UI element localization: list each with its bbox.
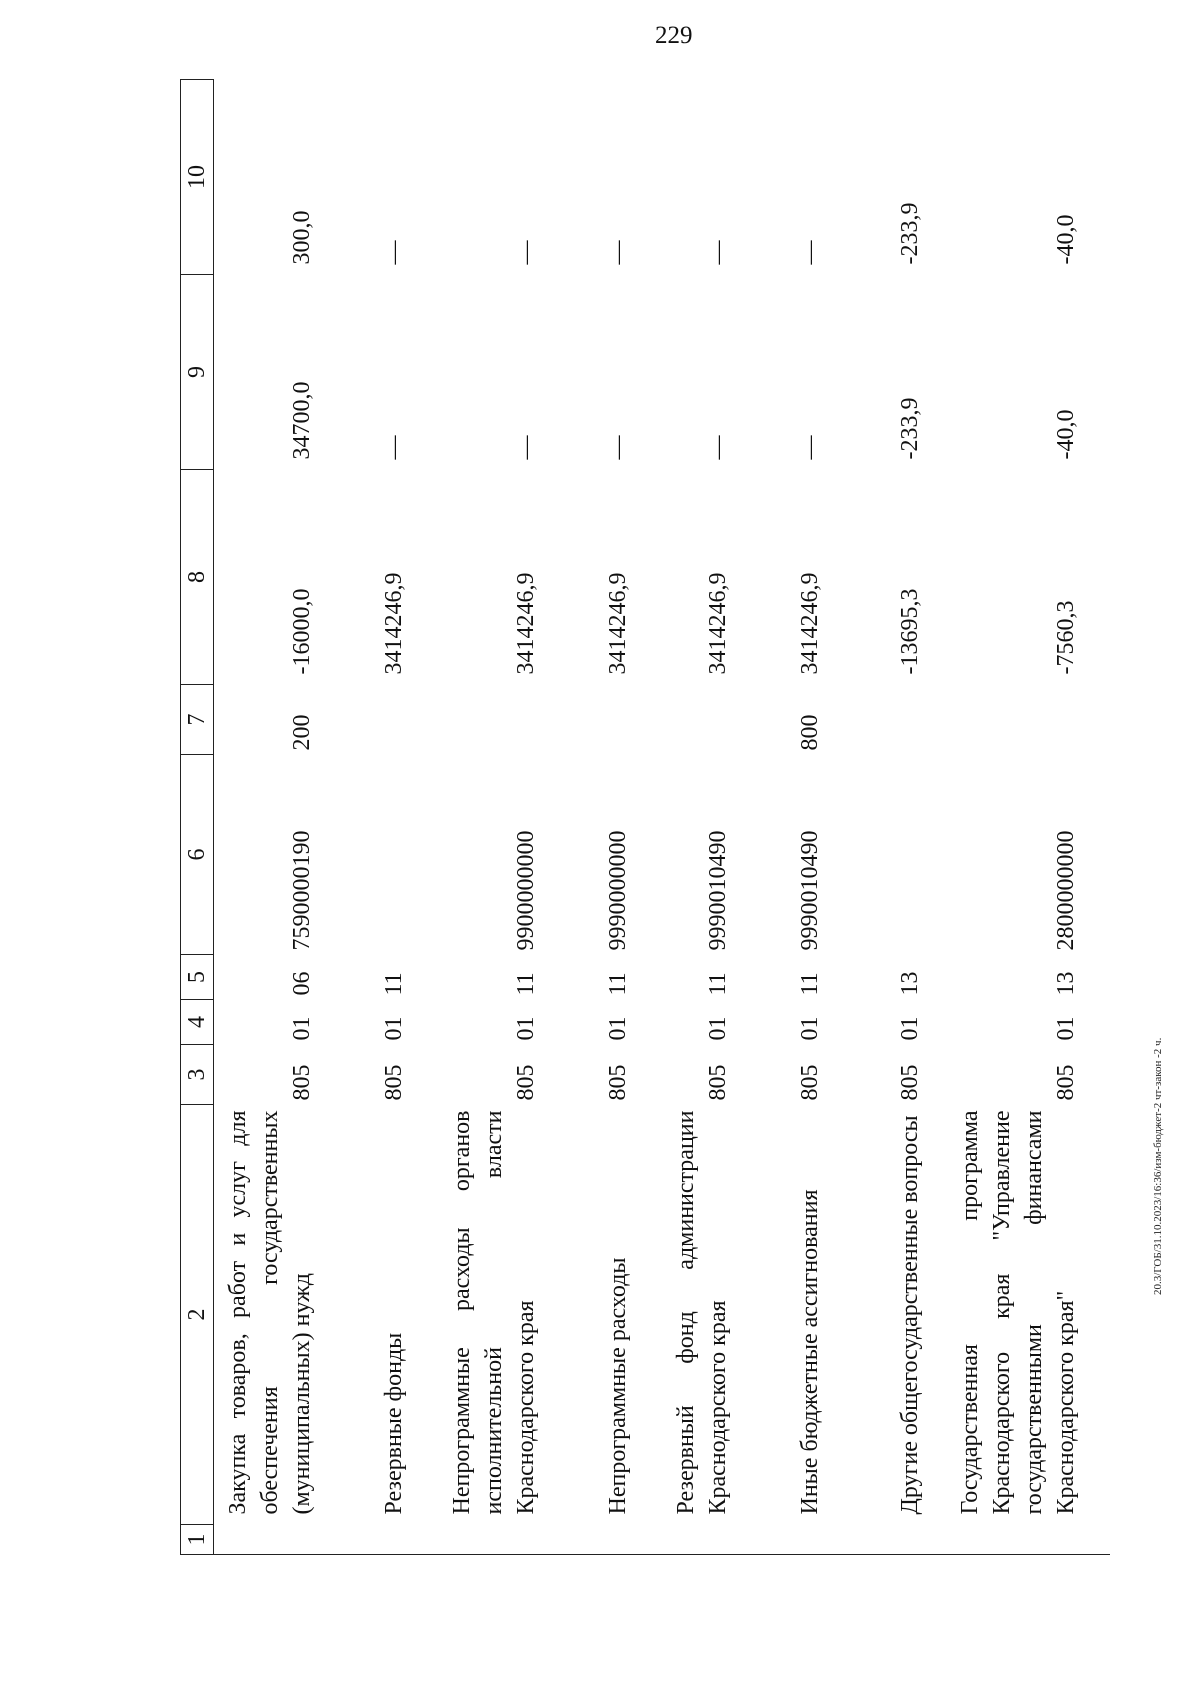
cell-amount-2-text: — (380, 435, 407, 460)
cell-ved (854, 1045, 954, 1105)
cell-subsection (762, 955, 854, 1000)
cell-ved-text: 805 (1052, 1064, 1079, 1101)
row-description-text: Резервные фонды (380, 1332, 407, 1515)
cell-amount-1 (438, 470, 570, 685)
column-header: 1 (181, 1525, 214, 1555)
row-description-text: Непрограммные расходы органов исполнительной власти Краснодарского края (448, 1110, 539, 1515)
cell-ved (438, 1045, 570, 1105)
row-number-cell (438, 1525, 570, 1555)
cell-ved-text: 805 (288, 1064, 315, 1101)
cell-amount-2 (438, 275, 570, 470)
cell-amount-2 (954, 275, 1110, 470)
cell-amount-3-text: -40,0 (1052, 214, 1079, 265)
column-header: 9 (181, 275, 214, 470)
cell-target-article (346, 755, 438, 955)
cell-expense-type (854, 685, 954, 755)
cell-amount-1-text: 3414246,9 (380, 572, 407, 675)
page-number: 229 (655, 22, 693, 49)
row-description (662, 1105, 762, 1525)
cell-expense-type (214, 685, 346, 755)
cell-section-text: 01 (380, 1016, 407, 1041)
cell-subsection (854, 955, 954, 1000)
cell-amount-3 (570, 80, 662, 275)
cell-amount-3 (662, 80, 762, 275)
cell-amount-2 (762, 275, 854, 470)
column-header: 8 (181, 470, 214, 685)
cell-section-text: 01 (1052, 1016, 1079, 1041)
cell-target-article (570, 755, 662, 955)
cell-amount-1 (570, 470, 662, 685)
cell-amount-3 (214, 80, 346, 275)
cell-amount-3 (438, 80, 570, 275)
row-number-cell (346, 1525, 438, 1555)
row-description-text: Другие общегосударственные вопросы (896, 1115, 923, 1515)
row-description (954, 1105, 1110, 1525)
table-header-row (181, 80, 214, 1555)
cell-ved (662, 1045, 762, 1105)
cell-target-article (762, 755, 854, 955)
table-row (438, 80, 570, 1555)
cell-subsection (346, 955, 438, 1000)
row-number-cell (854, 1525, 954, 1555)
cell-expense-type (762, 685, 854, 755)
cell-ved-text: 805 (512, 1064, 539, 1101)
cell-section (346, 1000, 438, 1045)
cell-ved (346, 1045, 438, 1105)
cell-target-article-text: 7590000190 (288, 830, 315, 951)
cell-subsection-text: 11 (796, 972, 823, 996)
cell-amount-1 (346, 470, 438, 685)
table-row (346, 80, 438, 1555)
cell-target-article-text: 9990010490 (796, 830, 823, 951)
cell-amount-2-text: 34700,0 (288, 381, 315, 460)
cell-amount-1-text: 3414246,9 (796, 572, 823, 675)
cell-section (854, 1000, 954, 1045)
cell-subsection (438, 955, 570, 1000)
cell-subsection-text: 11 (380, 972, 407, 996)
cell-target-article (854, 755, 954, 955)
row-description-text: Государственная программа Краснодарского края "Управление государственными финансами Краснодарского края" (956, 1110, 1079, 1515)
cell-section-text: 01 (288, 1016, 315, 1041)
cell-subsection-text: 13 (1052, 971, 1079, 996)
cell-amount-3 (346, 80, 438, 275)
row-description-text: Закупка товаров, работ и услуг для обеспечения государственных (муниципальных) нужд (224, 1110, 315, 1515)
cell-amount-2 (662, 275, 762, 470)
cell-target-article-text: 9990000000 (604, 830, 631, 951)
row-number-cell (214, 1525, 346, 1555)
cell-amount-3-text: — (380, 240, 407, 265)
cell-amount-1 (954, 470, 1110, 685)
cell-expense-type (662, 685, 762, 755)
cell-section-text: 01 (796, 1016, 823, 1041)
cell-section (214, 1000, 346, 1045)
table-row (762, 80, 854, 1555)
row-description (762, 1105, 854, 1525)
cell-subsection (214, 955, 346, 1000)
cell-target-article (662, 755, 762, 955)
cell-amount-3-text: — (604, 240, 631, 265)
cell-expense-type (438, 685, 570, 755)
table-row (662, 80, 762, 1555)
cell-amount-1 (762, 470, 854, 685)
table-row (954, 80, 1110, 1555)
row-description (438, 1105, 570, 1525)
cell-target-article (954, 755, 1110, 955)
cell-amount-1-text: 3414246,9 (704, 572, 731, 675)
budget-table (180, 79, 1110, 1555)
cell-amount-2-text: — (512, 435, 539, 460)
cell-ved (954, 1045, 1110, 1105)
row-description (854, 1105, 954, 1525)
row-description (570, 1105, 662, 1525)
cell-subsection-text: 11 (512, 972, 539, 996)
cell-amount-2 (214, 275, 346, 470)
column-header: 3 (181, 1045, 214, 1105)
rotated-table-container (180, 80, 1079, 1555)
cell-amount-2-text: — (796, 435, 823, 460)
cell-section (662, 1000, 762, 1045)
cell-amount-3-text: -233,9 (896, 202, 923, 265)
cell-section-text: 01 (896, 1016, 923, 1041)
cell-subsection-text: 06 (288, 971, 315, 996)
cell-amount-2-text: — (704, 435, 731, 460)
cell-amount-3 (854, 80, 954, 275)
cell-subsection-text: 11 (604, 972, 631, 996)
cell-amount-2 (854, 275, 954, 470)
cell-target-article (438, 755, 570, 955)
table-row (214, 80, 346, 1555)
cell-expense-type (346, 685, 438, 755)
cell-ved-text: 805 (380, 1064, 407, 1101)
cell-amount-2-text: — (604, 435, 631, 460)
column-header: 10 (181, 80, 214, 275)
cell-amount-2 (346, 275, 438, 470)
column-header: 7 (181, 685, 214, 755)
cell-amount-1 (214, 470, 346, 685)
cell-expense-type-text: 200 (288, 714, 315, 751)
document-footer-code: 20.3/ГОБ/31.10.2023/16:36/изм-бюджет-2 чт-закон -2 ч. (1152, 1037, 1164, 1295)
column-header: 4 (181, 1000, 214, 1045)
table-row (854, 80, 954, 1555)
cell-amount-3-text: — (512, 240, 539, 265)
row-number-cell (662, 1525, 762, 1555)
cell-ved (214, 1045, 346, 1105)
cell-amount-1-text: -16000,0 (288, 588, 315, 675)
cell-subsection (954, 955, 1110, 1000)
cell-amount-1-text: -7560,3 (1052, 600, 1079, 675)
cell-section (438, 1000, 570, 1045)
cell-section-text: 01 (604, 1016, 631, 1041)
cell-amount-3-text: — (704, 240, 731, 265)
cell-target-article (214, 755, 346, 955)
cell-ved-text: 805 (604, 1064, 631, 1101)
cell-ved (570, 1045, 662, 1105)
cell-amount-1-text: -13695,3 (896, 588, 923, 675)
cell-target-article-text: 9900000000 (512, 830, 539, 951)
row-description (346, 1105, 438, 1525)
column-header: 5 (181, 955, 214, 1000)
cell-amount-3-text: — (796, 240, 823, 265)
cell-section-text: 01 (512, 1016, 539, 1041)
cell-amount-1 (662, 470, 762, 685)
row-description-text: Непрограммные расходы (604, 1257, 631, 1515)
cell-amount-2 (570, 275, 662, 470)
row-number-cell (954, 1525, 1110, 1555)
cell-target-article-text: 2800000000 (1052, 830, 1079, 951)
row-description (214, 1105, 346, 1525)
cell-ved (762, 1045, 854, 1105)
cell-subsection (570, 955, 662, 1000)
cell-section (570, 1000, 662, 1045)
row-number-cell (570, 1525, 662, 1555)
cell-expense-type-text: 800 (796, 714, 823, 751)
cell-amount-3 (762, 80, 854, 275)
cell-expense-type (570, 685, 662, 755)
cell-subsection-text: 11 (704, 972, 731, 996)
cell-expense-type (954, 685, 1110, 755)
cell-amount-3 (954, 80, 1110, 275)
column-header: 2 (181, 1105, 214, 1525)
cell-amount-1-text: 3414246,9 (604, 572, 631, 675)
cell-subsection (662, 955, 762, 1000)
cell-amount-2-text: -40,0 (1052, 409, 1079, 460)
cell-ved-text: 805 (796, 1064, 823, 1101)
cell-section (954, 1000, 1110, 1045)
table-row (570, 80, 662, 1555)
row-description-text: Иные бюджетные ассигнования (796, 1189, 823, 1515)
cell-amount-1-text: 3414246,9 (512, 572, 539, 675)
row-description-text: Резервный фонд администрации Краснодарского края (672, 1110, 731, 1515)
cell-subsection-text: 13 (896, 971, 923, 996)
cell-section-text: 01 (704, 1016, 731, 1041)
cell-amount-2-text: -233,9 (896, 397, 923, 460)
cell-ved-text: 805 (704, 1064, 731, 1101)
row-number-cell (762, 1525, 854, 1555)
column-header: 6 (181, 755, 214, 955)
cell-target-article-text: 9990010490 (704, 830, 731, 951)
cell-amount-1 (854, 470, 954, 685)
cell-section (762, 1000, 854, 1045)
cell-ved-text: 805 (896, 1064, 923, 1101)
cell-amount-3-text: 300,0 (288, 210, 315, 265)
